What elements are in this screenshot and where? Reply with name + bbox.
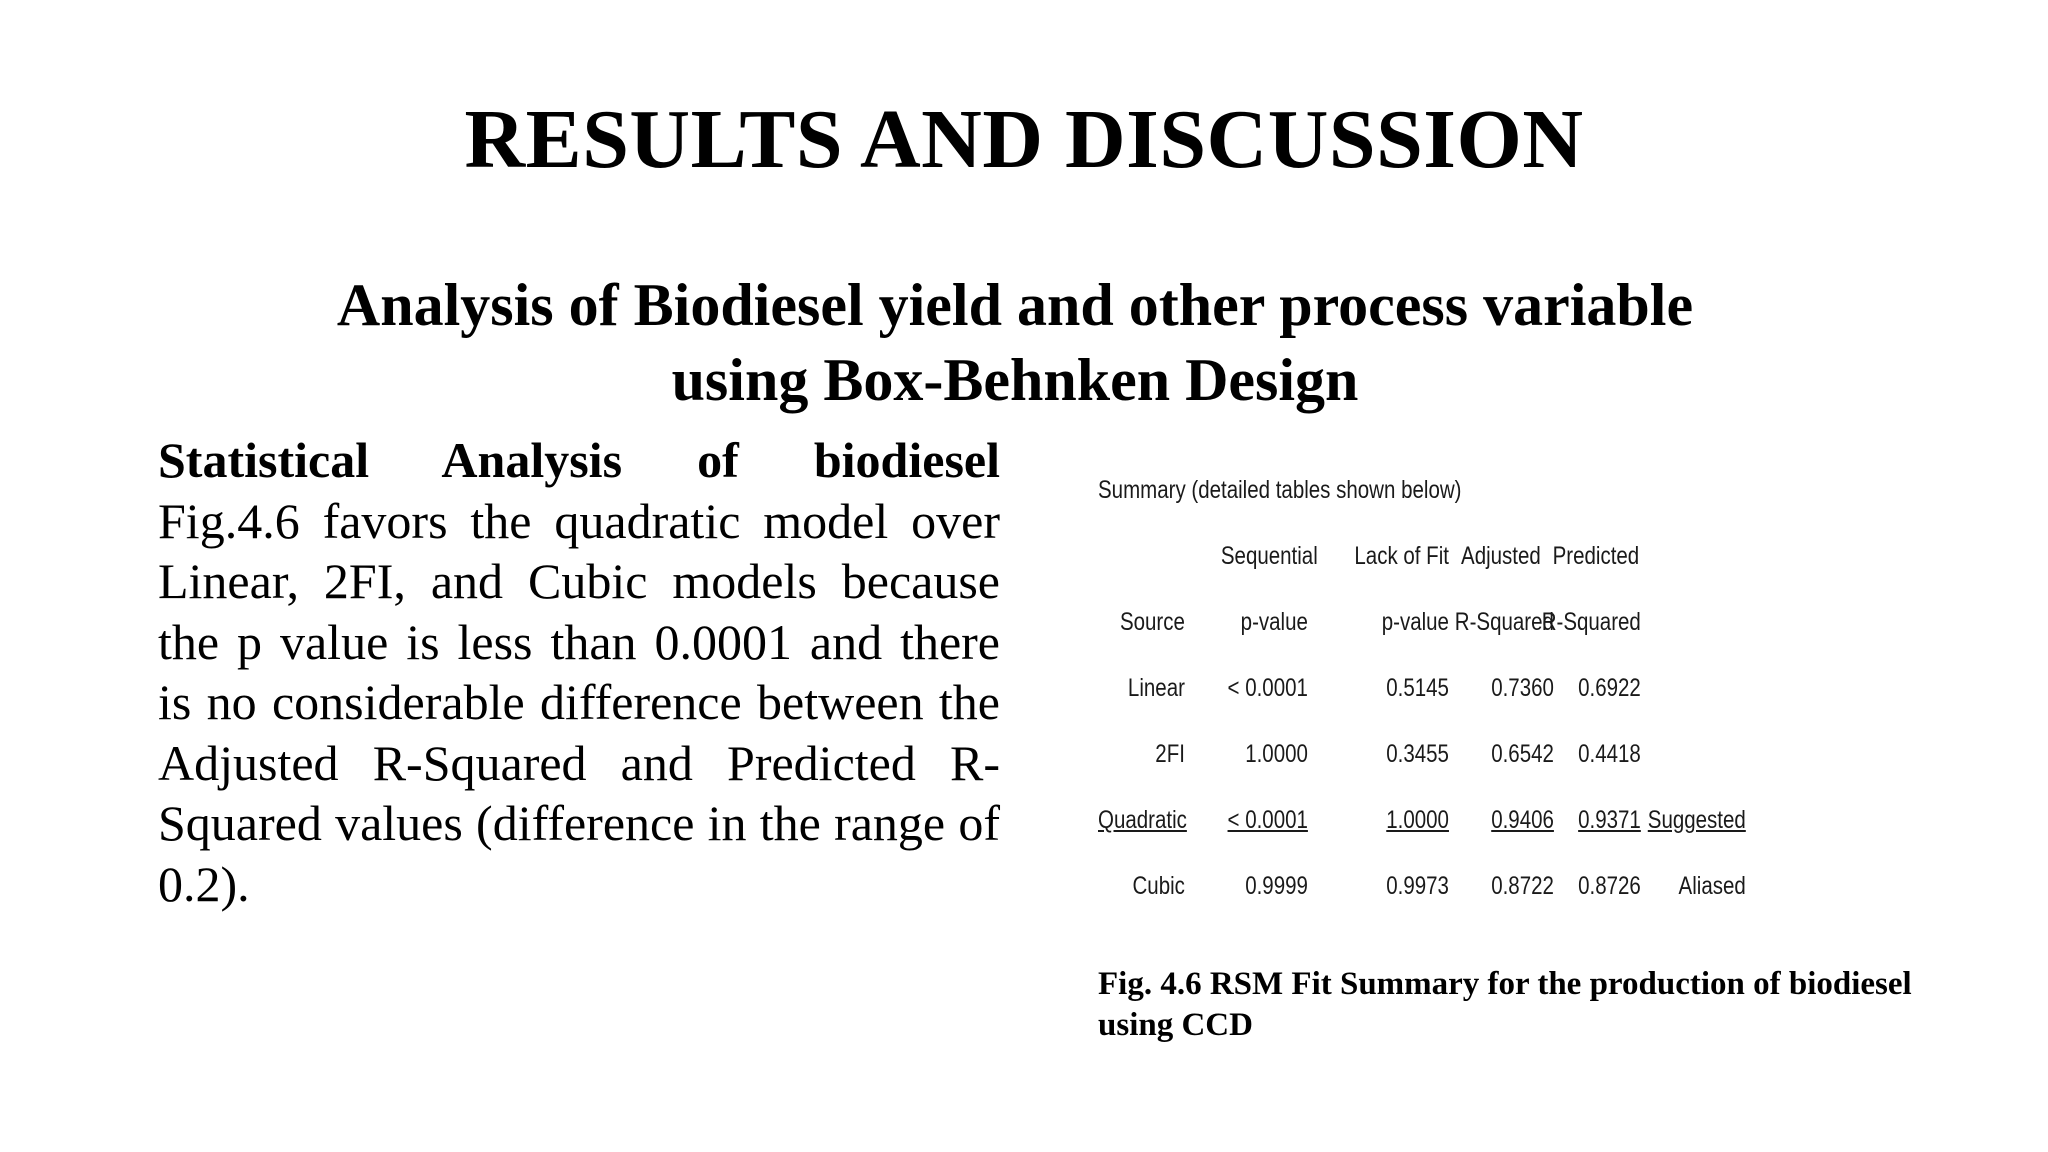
table-summary-label: Summary (detailed tables shown below)	[1098, 476, 1462, 504]
row-quadratic-source: Quadratic	[1098, 806, 1187, 834]
row-linear-adj-r2: 0.7360	[1491, 674, 1554, 702]
row-linear-seq-p: < 0.0001	[1227, 674, 1308, 702]
header-adj-r-squared: R-Squared	[1454, 608, 1554, 636]
row-cubic-pred-r2: 0.8726	[1578, 872, 1641, 900]
section-heading: Statistical Analysis of biodiesel	[158, 432, 1000, 488]
slide-subtitle	[160, 268, 1870, 418]
header-lof-p-value: p-value	[1381, 608, 1449, 636]
row-cubic-note: Aliased	[1678, 872, 1746, 900]
row-2fi-adj-r2: 0.6542	[1491, 740, 1554, 768]
row-2fi-source: 2FI	[1155, 740, 1185, 768]
row-quadratic-pred-r2: 0.9371	[1578, 806, 1641, 834]
subtitle-line-2: using Box-Behnken Design	[671, 347, 1359, 413]
header-source: Source	[1119, 608, 1185, 636]
row-linear-pred-r2: 0.6922	[1578, 674, 1641, 702]
row-2fi-pred-r2: 0.4418	[1578, 740, 1641, 768]
body-text	[158, 430, 1000, 914]
subtitle-line-1: Analysis of Biodiesel yield and other process variable	[336, 272, 1694, 338]
figure-caption: Fig. 4.6 RSM Fit Summary for the production of biodiesel using CCD	[1098, 966, 1912, 1043]
row-cubic-lof-p: 0.9973	[1386, 872, 1449, 900]
row-quadratic-lof-p: 1.0000	[1386, 806, 1449, 834]
row-2fi-seq-p: 1.0000	[1245, 740, 1308, 768]
row-cubic-adj-r2: 0.8722	[1491, 872, 1554, 900]
row-quadratic-adj-r2: 0.9406	[1491, 806, 1554, 834]
row-2fi-lof-p: 0.3455	[1386, 740, 1449, 768]
header-seq-p-value: p-value	[1240, 608, 1308, 636]
body-paragraph: Fig.4.6 favors the quadratic model over Linear, 2FI, and Cubic models because the p value is less than 0.0001 and there is no considerable difference between the Adjusted R-Squared and Predicted R-Squared values (difference in the range of 0.2).	[158, 492, 1000, 912]
row-linear-source: Linear	[1127, 674, 1185, 702]
row-quadratic-note: Suggested	[1647, 806, 1746, 834]
row-cubic-seq-p: 0.9999	[1245, 872, 1308, 900]
fit-summary-figure	[1098, 470, 1918, 930]
header-lack-of-fit: Lack of Fit	[1354, 542, 1449, 570]
header-sequential: Sequential	[1220, 542, 1318, 570]
header-adjusted: Adjusted	[1461, 542, 1541, 570]
slide-title: RESULTS AND DISCUSSION	[464, 93, 1584, 186]
header-predicted: Predicted	[1552, 542, 1640, 570]
row-linear-lof-p: 0.5145	[1386, 674, 1449, 702]
row-quadratic-seq-p: < 0.0001	[1227, 806, 1308, 834]
row-cubic-source: Cubic	[1132, 872, 1185, 900]
header-pred-r-squared: R-Squared	[1541, 608, 1641, 636]
